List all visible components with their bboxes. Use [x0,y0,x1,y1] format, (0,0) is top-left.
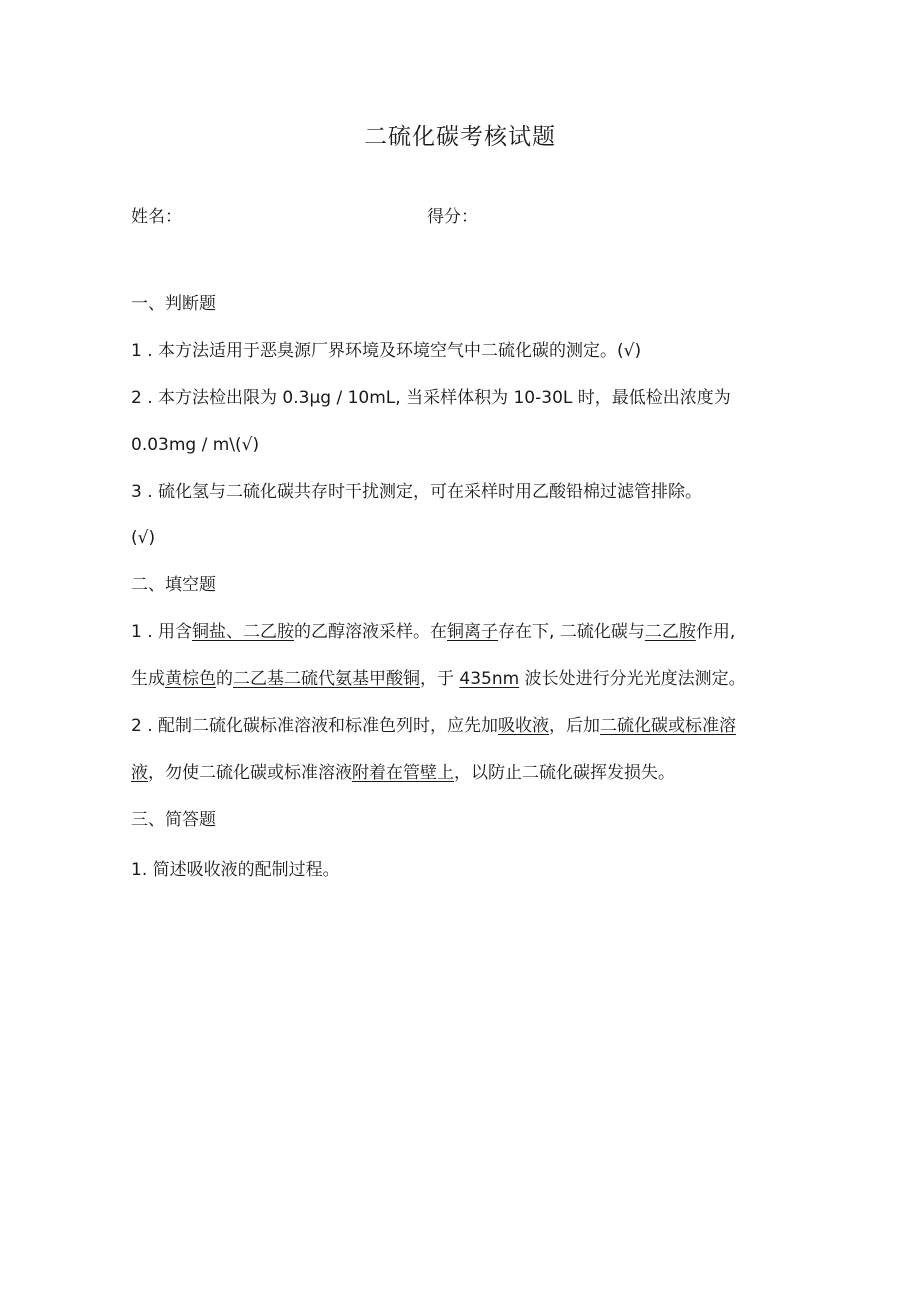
answer-blank: 二乙基二硫代氨基甲酸铜 [233,669,420,689]
section-heading-short-answer: 三、简答题 [131,810,216,830]
text-segment: 波长处进行分光光度法测定。 [519,669,746,689]
section-heading-judgement: 一、判断题 [131,294,216,314]
answer-blank: 二乙胺 [644,622,696,642]
text-segment: ，勿使二硫化碳或标准溶液 [148,763,352,783]
text-segment: ，于 [420,669,460,689]
text-segment: 1 . 用含 [131,622,193,642]
text-segment: ，后加 [549,716,601,736]
answer-blank: 附着在管壁上 [352,763,454,783]
answer-blank: 吸收液 [498,716,550,736]
name-label: 姓名： [131,207,182,227]
text-segment: 作用, [695,622,736,642]
answer-blank: 铜盐、二乙胺 [192,622,295,642]
fill-question-1-line-1 [131,620,735,644]
page-title: 二硫化碳考核试题 [364,124,556,150]
judgement-question-3-line-2: (√) [131,528,156,548]
fill-question-1-line-2 [131,667,746,691]
score-label: 得分： [427,207,478,227]
text-segment: 的乙醇溶液采样。在 [294,622,448,642]
section-heading-fill-blank: 二、填空题 [131,575,216,595]
answer-blank: 435nm [459,669,520,689]
fill-question-2-line-1 [131,714,736,738]
text-segment: 存在下, 二硫化碳与 [498,622,645,642]
judgement-question-1: 1 . 本方法适用于恶臭源厂界环境及环境空气中二硫化碳的测定。(√) [131,341,642,361]
text-segment: 生成 [131,669,165,689]
answer-blank: 黄棕色 [165,669,216,689]
text-segment: ，以防止二硫化碳挥发损失。 [454,763,675,783]
answer-blank: 液 [131,763,148,783]
answer-blank: 铜离子 [447,622,499,642]
judgement-question-2-line-2: 0.03mg / m\(√) [131,435,260,455]
short-answer-question-1: 1. 简述吸收液的配制过程。 [131,860,340,880]
answer-blank: 二硫化碳或标准溶 [600,716,737,736]
text-segment: 的 [216,669,233,689]
fill-question-2-line-2 [131,761,675,785]
judgement-question-2-line-1: 2 . 本方法检出限为 0.3μg / 10mL, 当采样体积为 10-30L 时，最低检出浓度为 [131,388,731,408]
text-segment: 2 . 配制二硫化碳标准溶液和标准色列时，应先加 [131,716,499,736]
judgement-question-3-line-1: 3 . 硫化氢与二硫化碳共存时干扰测定，可在采样时用乙酸铅棉过滤管排除。 [131,482,703,502]
